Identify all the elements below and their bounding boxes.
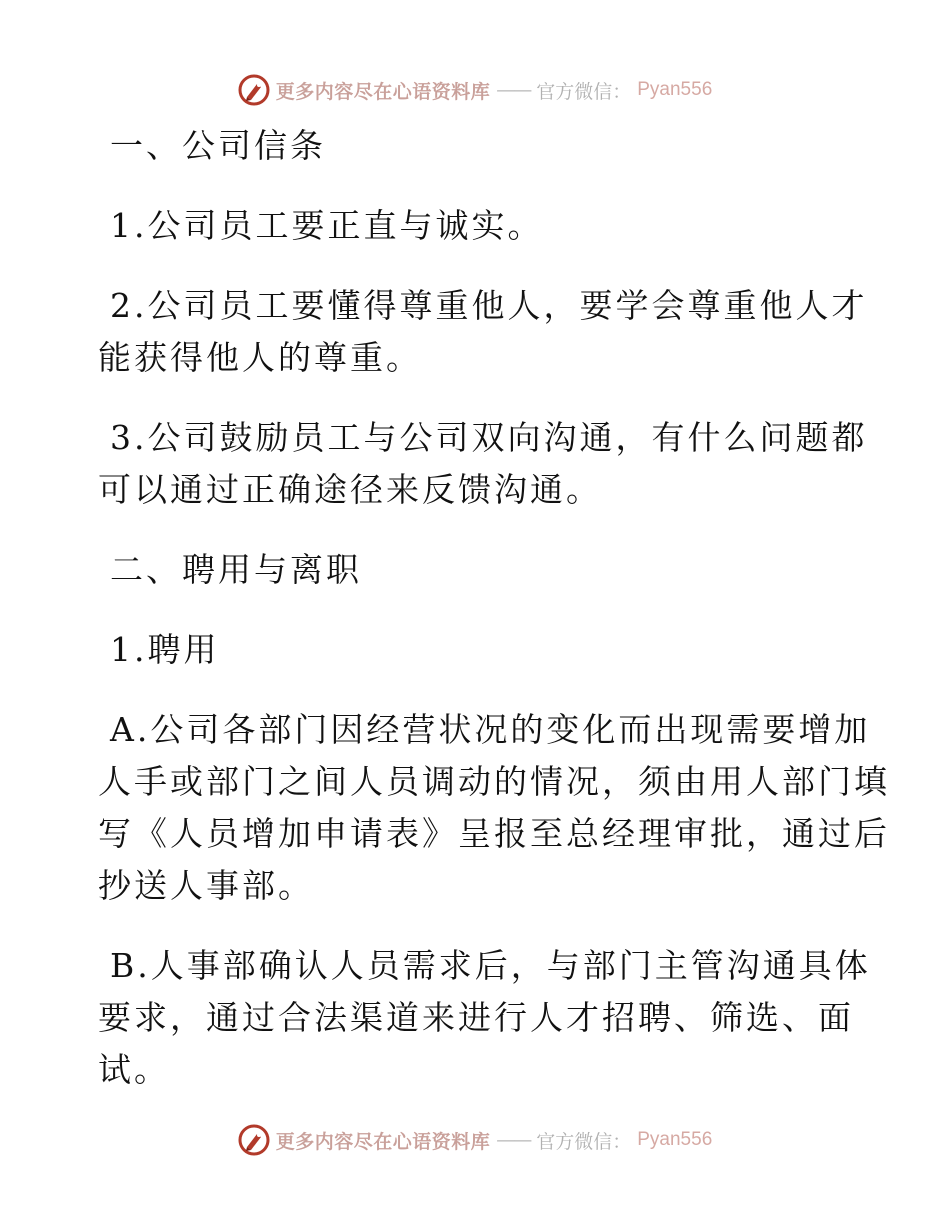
paragraph-line: 3.公司鼓励员工与公司双向沟通，有什么问题都 bbox=[110, 418, 868, 457]
paragraph-line: 人手或部门之间人员调动的情况，须由用人部门填 bbox=[98, 762, 890, 801]
watermark-wechat-id: Pyan556 bbox=[637, 79, 713, 100]
watermark-text: 更多内容尽在心语资料库 bbox=[275, 80, 491, 103]
paragraph-line: 能获得他人的尊重。 bbox=[98, 338, 422, 377]
paragraph-line: 要求，通过合法渠道来进行人才招聘、筛选、面 bbox=[98, 998, 854, 1037]
watermark-wechat-id: Pyan556 bbox=[637, 1129, 713, 1150]
paragraph-line: B.人事部确认人员需求后，与部门主管沟通具体 bbox=[110, 946, 871, 985]
paragraph-line: 写《人员增加申请表》呈报至总经理审批，通过后 bbox=[98, 814, 890, 853]
paragraph-line: 抄送人事部。 bbox=[98, 866, 314, 905]
watermark-wechat-label: 官方微信： bbox=[536, 80, 632, 103]
paragraph-line: 可以通过正确途径来反馈沟通。 bbox=[98, 470, 602, 509]
paragraph-line: 1.公司员工要正直与诚实。 bbox=[110, 206, 544, 245]
section-heading: 二、聘用与离职 bbox=[110, 550, 362, 589]
watermark-text: 更多内容尽在心语资料库 bbox=[275, 1130, 491, 1153]
watermark-wechat-label: 官方微信： bbox=[536, 1130, 632, 1153]
subsection-heading: 1.聘用 bbox=[110, 630, 220, 669]
paragraph-line: A.公司各部门因经营状况的变化而出现需要增加 bbox=[110, 710, 871, 749]
watermark-dash: —— bbox=[496, 79, 531, 101]
paragraph-line: 2.公司员工要懂得尊重他人，要学会尊重他人才 bbox=[110, 286, 868, 325]
header-watermark bbox=[0, 70, 950, 110]
paragraph-line: 试。 bbox=[98, 1050, 170, 1089]
section-heading: 一、公司信条 bbox=[110, 126, 326, 165]
pen-logo-icon bbox=[238, 1124, 270, 1156]
watermark-dash: —— bbox=[496, 1129, 531, 1151]
document-body bbox=[98, 120, 890, 1096]
pen-logo-icon bbox=[238, 74, 270, 106]
footer-watermark bbox=[0, 1120, 950, 1160]
